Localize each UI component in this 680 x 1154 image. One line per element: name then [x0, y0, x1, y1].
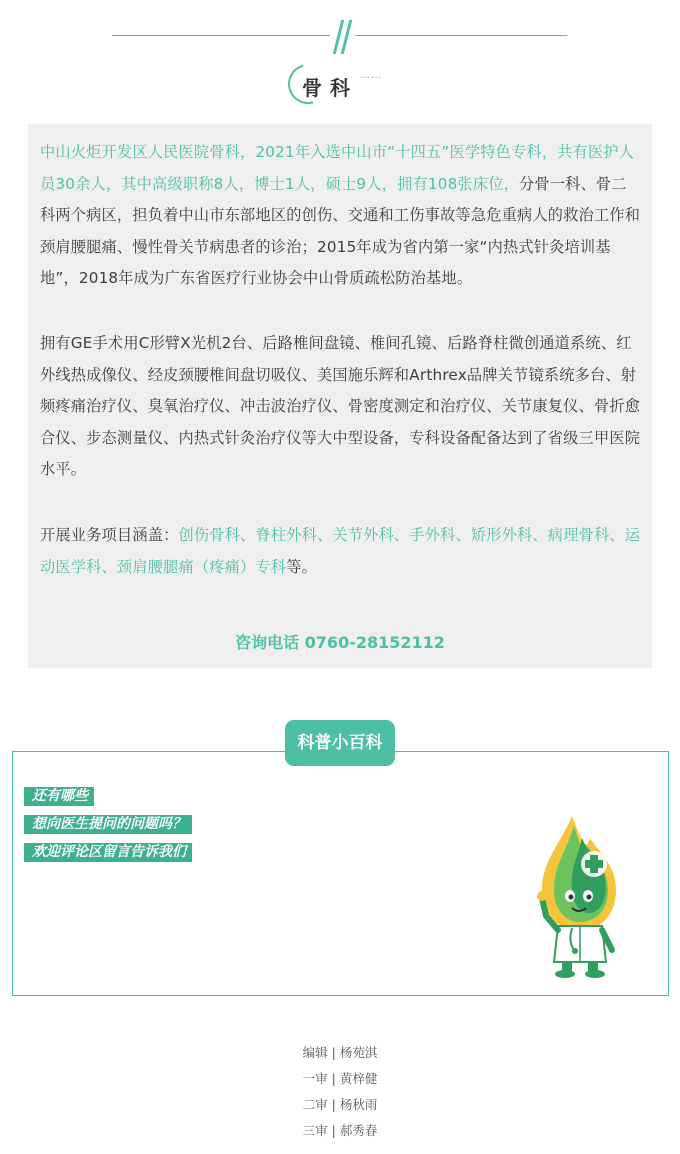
credit-review-1: 一审 | 黄梓健 [302, 1071, 378, 1086]
services-paragraph [40, 520, 642, 583]
title-dots: …… [360, 70, 382, 81]
services-list: 创伤骨科、脊柱外科、关节外科、手外科、矫形外科、病理骨科、运动医学科、颈肩腰腿痛（疼痛）专科 [40, 526, 641, 576]
equipment-paragraph: 拥有GE手术用C形臂X光机2台、后路椎间盘镜、椎间孔镜、后路脊柱微创通道系统、红外线热成像仪、经皮颈腰椎间盘切吸仪、美国施乐辉和Arthrex品牌关节镜系统多台、射频疼痛治疗仪、臭氧治疗仪、冲击波治疗仪、骨密度测定和治疗仪、关节康复仪、骨折愈合仪、步态测量仪、内热式针灸治疗仪等大中型设备，专科设备配备达到了省级三甲医院水平。 [40, 334, 641, 478]
credit-editor: 编辑 | 杨苑淇 [302, 1045, 378, 1060]
prompt-line-2: 想向医生提问的问题吗？ [24, 815, 192, 834]
doctor-mascot-icon [532, 812, 622, 982]
consult-phone[interactable]: 咨询电话 0760-28152112 [235, 633, 445, 652]
prompt-line-3: 欢迎评论区留言告诉我们 [24, 843, 192, 862]
credit-review-2: 二审 | 杨秋雨 [302, 1097, 378, 1112]
header-line-left [112, 35, 330, 36]
intro-paragraph [40, 137, 642, 295]
section-title: 骨科 [302, 76, 358, 100]
intro-highlight: 中山火炬开发区人民医院骨科，2021年入选中山市“十四五”医学特色专科，共有医护人员30余人，其中高级职称8人，博士1人，硕士9人，拥有108张床位， [40, 143, 635, 193]
credit-review-3: 三审 | 郝秀春 [302, 1123, 378, 1138]
kepu-tab: 科普小百科 [285, 720, 395, 766]
header-line-right [355, 35, 567, 36]
intro-text: 分骨一科、骨二科两个病区，担负着中山市东部地区的创伤、交通和工伤事故等急危重病人的救治工作和颈肩腰腿痛、慢性骨关节病患者的诊治；2015年成为省内第一家“内热式针灸培训基地”，2018年成为广东省医疗行业协会中山骨质疏松防治基地。 [40, 174, 641, 287]
services-lead: 开展业务项目涵盖： [40, 526, 179, 544]
prompt-line-1: 还有哪些 [24, 787, 94, 806]
services-tail: 等。 [286, 557, 317, 576]
credits [0, 1040, 680, 1144]
